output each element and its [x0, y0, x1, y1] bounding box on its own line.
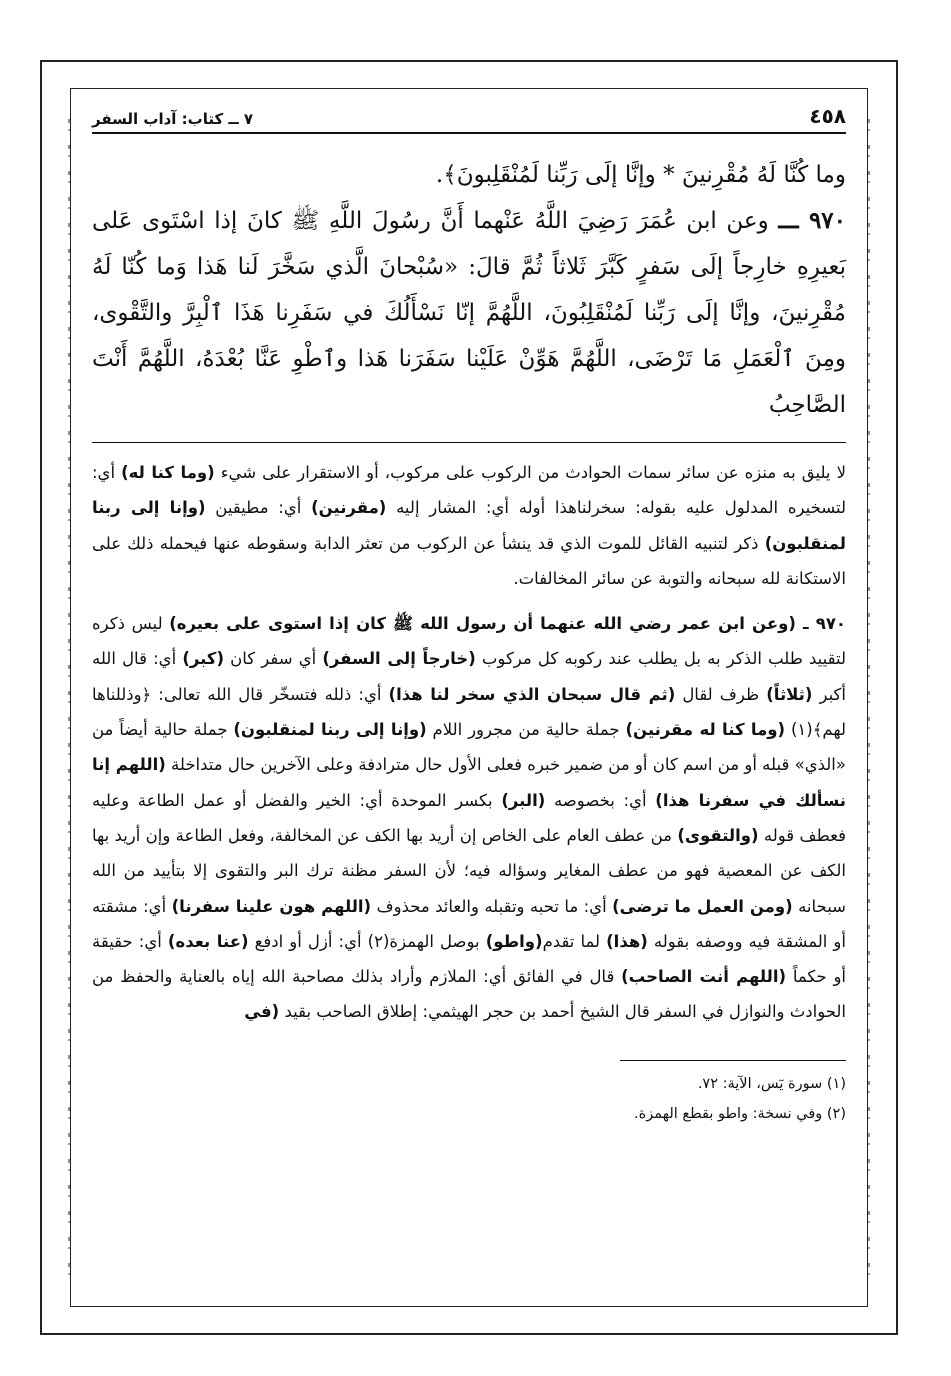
- commentary-bold-run: (وإنا إلى ربنا لمنقلبون): [92, 498, 846, 553]
- text-divider: [92, 442, 846, 443]
- commentary-bold-run: (مقرنين): [311, 498, 387, 518]
- commentary-run: أي: قال الله أكبر: [92, 649, 846, 704]
- commentary-bold-run: (واطو): [485, 931, 543, 951]
- commentary-run: أي سفر كان: [224, 649, 323, 669]
- commentary-run: أي: مشقته أو المشقة فيه ووصفه بقوله: [92, 896, 846, 951]
- commentary: [92, 455, 846, 1030]
- hadith-paragraph: [92, 198, 846, 428]
- commentary-run: أي: مطيقين: [205, 498, 312, 518]
- running-title: ٧ ــ كتاب: آداب السفر: [92, 110, 254, 128]
- commentary-bold-run: (وما كنا له): [121, 463, 215, 482]
- hadith-number: ٩٧٠ ـــ: [778, 207, 846, 234]
- commentary-run: قال في الفائق أي: الملازم وأراد بذلك مصاحبة الله إياه بالعناية والحفظ من الحوادث والنوازل في السفر قال الشيخ أحمد بن حجر الهيثمي: إطلاق الصاحب بقيد: [92, 967, 846, 1022]
- commentary-bold-run: (في: [244, 1002, 280, 1022]
- page-number: ٤٥٨: [809, 104, 846, 128]
- hadith-text: وعن ابن عُمَرَ رَضِيَ اللَّهُ عَنْهما أَنَّ رسُولَ اللَّهِ ﷺ كانَ إذا اسْتَوى عَلى بَعيرِهِ خارِجاً إلَى سَفرٍ كَبَّرَ ثَلاثاً ثُمَّ قالَ: «سُبْحانَ الَّذي سَخَّرَ لَنا هَذا وَما كُنّا لَهُ مُقْرِنينَ، وإنَّا إلَى رَبِّنا لَمُنْقَلِبُونَ، اللَّهُمَّ إنّا نَسْأَلُكَ في سَفَرِنا هَذَا ٱلْبِرَّ والتَّقْوى، ومِنَ ٱلْعَمَلِ مَا تَرْضَى، اللَّهُمَّ هَوِّنْ عَلَيْنا سَفَرَنا هَذا وٱطْوِ عَنَّا بُعْدَهُ، اللَّهُمَّ أَنْتَ الصَّاحِبُ: [92, 208, 846, 418]
- footnotes: [92, 1069, 846, 1129]
- commentary-run: أي: لتسخيره المدلول عليه بقوله: سخرلناهذا أوله أي: المشار إليه: [92, 463, 846, 518]
- commentary-run: من عطف العام على الخاص إن أريد بها الكف عن المخالفة، وفعل الطاعة وإن أريد بها الكف عن المعصية فهو من عطف المغاير وسؤاله فيه؛ لأن السفر مظنة ترك البر والتقوى إلا بتأييد من الله سبحانه: [92, 825, 847, 916]
- commentary-run: أي: أزل أو ادفع: [248, 931, 368, 951]
- commentary-run: أي: بخصوصه: [545, 790, 656, 810]
- footnote-2: (٢) وفي نسخة: واطو بقطع الهمزة.: [634, 1105, 846, 1122]
- page-header: [92, 92, 846, 134]
- commentary-bold-run: (ثم قال سبحان الذي سخر لنا هذا): [388, 684, 676, 704]
- commentary-run: لا يليق به منزه عن سائر سمات الحوادث من الركوب على مركوب، أو الاستقرار على شيء: [214, 463, 846, 482]
- commentary-run: أي: ذلله فتسخّر قال الله تعالى: ﴿وذللناها لهم﴾: [92, 684, 846, 740]
- commentary-run: أي: حقيقة أو حكماً: [92, 931, 846, 987]
- commentary-bold-run: (ومن العمل ما ترضى): [612, 896, 793, 916]
- main-text: [92, 152, 846, 428]
- commentary-bold-run: ٩٧٠ ـ: [795, 614, 846, 634]
- commentary-bold-run: (اللهم هون علينا سفرنا): [171, 896, 372, 916]
- commentary-run: لما تقدم: [542, 931, 607, 951]
- commentary-paragraph-2: [92, 606, 846, 1030]
- commentary-run: ذكر لتنبيه القائل للموت الذي قد ينشأ عن الركوب من تعثر الدابة وسقوطه عنها فيحمله ذلك على الاستكانة لله سبحانه والتوبة عن سائر المخالفات.: [92, 533, 846, 588]
- commentary-bold-run: (هذا): [606, 931, 648, 951]
- commentary-bold-run: (البر): [501, 790, 546, 810]
- book-page: [92, 92, 846, 1292]
- commentary-run: (٢): [367, 931, 390, 951]
- commentary-bold-run: (وما كنا له مقرنين): [625, 720, 786, 740]
- commentary-bold-run: (خارجاً إلى السفر): [322, 649, 476, 669]
- commentary-bold-run: (كبر): [182, 649, 225, 669]
- commentary-bold-run: (والتقوى): [677, 825, 759, 845]
- commentary-bold-run: (اللهم إنا نسألك في سفرنا هذا): [92, 755, 846, 810]
- commentary-bold-run: (عنا بعده): [167, 931, 249, 951]
- commentary-run: (١): [790, 720, 813, 740]
- main-line-previous: وما كُنَّا لَهُ مُقْرِنينَ * وإنَّا إلَى رَبِّنا لَمُنْقَلِبونَ﴾.: [435, 162, 846, 188]
- commentary-run: بكسر الموحدة أي: الخير والفضل أو عمل الطاعة وعليه فعطف قوله: [92, 790, 846, 845]
- commentary-run: جملة حالية أيضاً من «الذي» قبله أو من اسم كان أو من ضمير خبره فعلى الأول حال مترادفة وعلى الآخرين حال متداخلة: [92, 720, 846, 775]
- footnote-1: (١) سورة يٓس، الآية: ٧٢.: [697, 1075, 846, 1092]
- commentary-run: بوصل الهمزة: [389, 931, 486, 951]
- commentary-run: ليس ذكره لتقييد طلب الذكر به بل يطلب عند ركوبه كل مركوب: [92, 614, 846, 669]
- footnote-divider: [620, 1060, 846, 1061]
- commentary-run: ظرف لقال: [675, 684, 767, 704]
- commentary-bold-run: (وإنا إلى ربنا لمنقلبون): [233, 720, 427, 740]
- commentary-run: أي: ما تحبه وتقبله والعائد محذوف: [371, 896, 613, 916]
- commentary-run: جملة حالية من مجرور اللام: [426, 720, 626, 740]
- commentary-paragraph-1: [92, 455, 846, 596]
- commentary-bold-run: (ثلاثاً): [766, 684, 813, 704]
- commentary-bold-run: (اللهم أنت الصاحب): [621, 967, 787, 987]
- commentary-bold-run: (وعن ابن عمر رضي الله عنهما أن رسول الله ﷺ كان إذا استوى على بعيره): [169, 614, 796, 634]
